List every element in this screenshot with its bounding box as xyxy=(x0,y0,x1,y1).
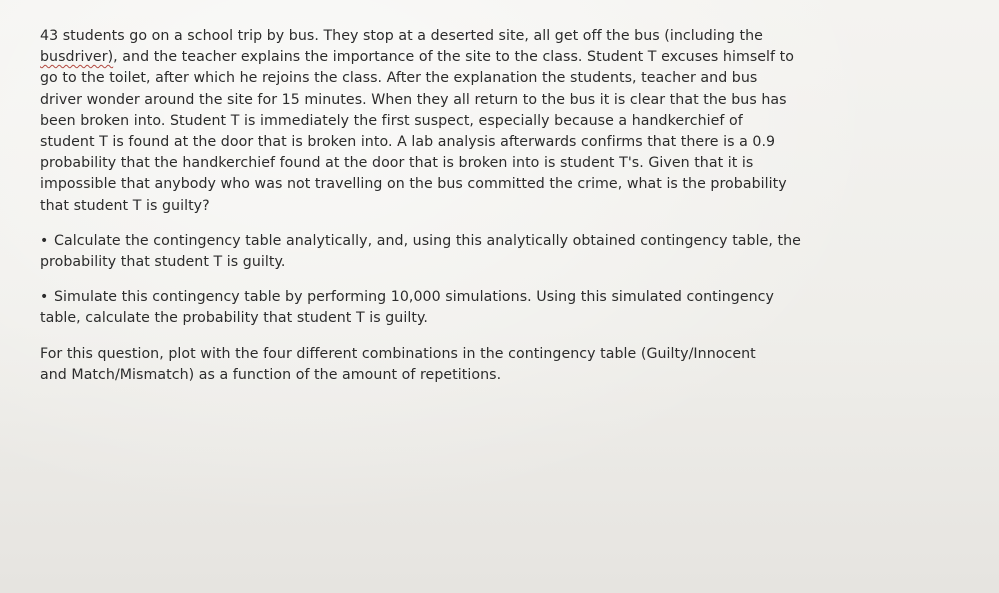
intro-line: impossible that anybody who was not travelling on the bus committed the crime, what is the probability xyxy=(40,176,787,193)
intro-line: 43 students go on a school trip by bus. They stop at a deserted site, all get off the bus (including the xyxy=(40,28,763,44)
bullet-icon: • xyxy=(40,289,49,306)
final-line: and Match/Mismatch) as a function of the amount of repetitions. xyxy=(40,366,502,383)
bullet-item-analytical xyxy=(40,231,940,273)
intro-line: go to the toilet, after which he rejoins the class. After the explanation the students, teacher and bus xyxy=(40,70,758,87)
intro-line: been broken into. Student T is immediately the first suspect, especially because a handkerchief of xyxy=(40,112,743,129)
intro-line: that student T is guilty? xyxy=(40,197,210,214)
bullet-icon: • xyxy=(40,232,49,249)
intro-line-text: , and the teacher explains the importance of the site to the class. Student T excuses himself to xyxy=(113,49,794,66)
bullet-text: Simulate this contingency table by performing 10,000 simulations. Using this simulated contingency xyxy=(54,289,774,306)
bullet-item-simulation xyxy=(40,287,940,329)
final-paragraph xyxy=(40,344,940,386)
question-text xyxy=(40,26,940,386)
intro-line: student T is found at the door that is broken into. A lab analysis afterwards confirms that there is a 0.9 xyxy=(40,134,776,151)
intro-line: driver wonder around the site for 15 minutes. When they all return to the bus it is clear that the bus has xyxy=(40,91,787,108)
final-line: For this question, plot with the four different combinations in the contingency table (Guilty/Innocent xyxy=(40,345,756,362)
intro-line xyxy=(40,47,940,68)
intro-paragraph xyxy=(40,26,940,217)
misspelled-word: busdriver) xyxy=(40,49,114,66)
bullet-line xyxy=(40,231,940,252)
bullet-line xyxy=(40,287,940,308)
bullet-line: table, calculate the probability that student T is guilty. xyxy=(40,310,428,327)
bullet-text: Calculate the contingency table analytically, and, using this analytically obtained contingency table, the xyxy=(54,232,801,249)
bullet-line: probability that student T is guilty. xyxy=(40,254,286,271)
intro-line: probability that the handkerchief found at the door that is broken into is student T's. Given that it is xyxy=(40,155,754,172)
